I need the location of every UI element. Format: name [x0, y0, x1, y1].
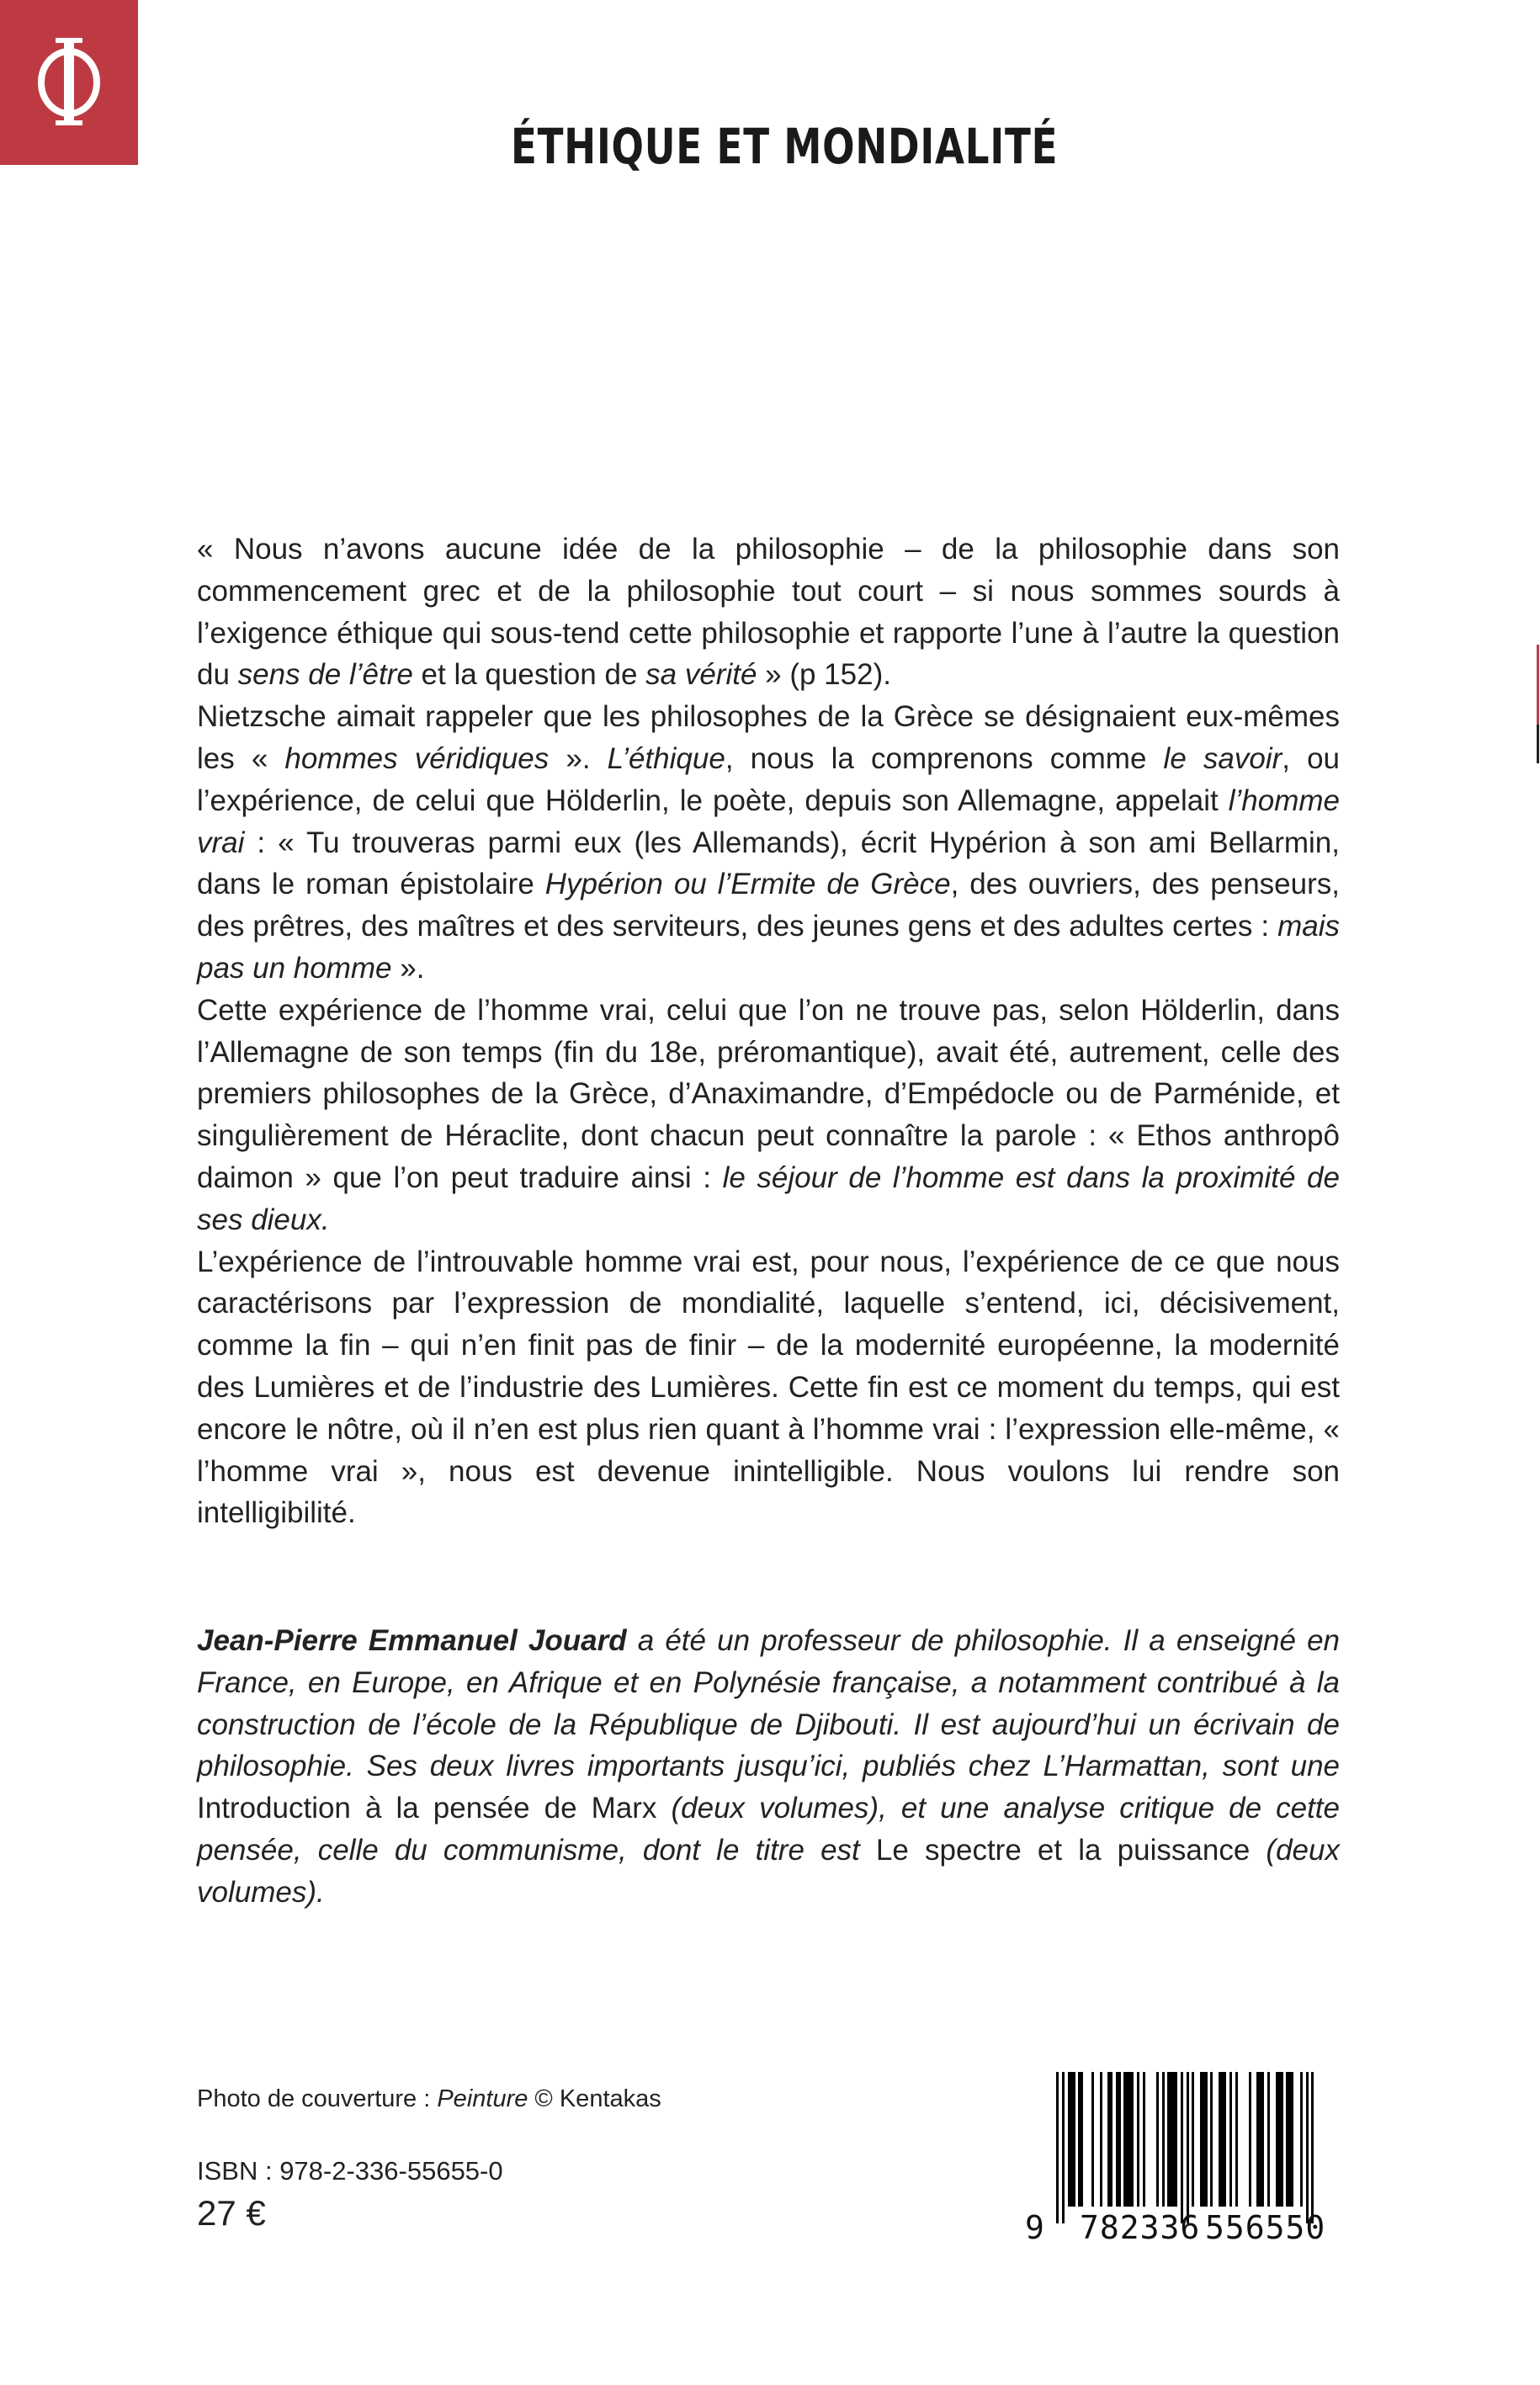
book-title: ÉTHIQUE ET MONDIALITÉ: [510, 118, 1059, 175]
edge-marker-black: [1537, 725, 1539, 763]
publisher-logo: [0, 0, 138, 165]
cover-credit: Photo de couverture : Peinture © Kentakas: [197, 2085, 661, 2112]
author-name: Jean-Pierre Emmanuel Jouard: [197, 1624, 627, 1657]
paragraph-3: Cette expérience de l’homme vrai, celui que l’on ne trouve pas, selon Hölderlin, dans l’Allemagne de son temps (fin du 18e, préromantique), avait été, autrement, celle des premiers philosophes de la Grèce, d’Anaximandre, d’Empédocle ou de Parménide, et singulièrement de Héraclite, dont chacun peut connaître la parole : « Ethos anthropô daimon » que l’on peut traduire ainsi : le séjour de l’homme est dans la proximité de ses dieux.: [197, 993, 1340, 1236]
paragraph-4: L’expérience de l’introuvable homme vrai est, pour nous, l’expérience de ce que nous caractérisons par l’expression de mondialité, laquelle s’entend, ici, décisivement, comme la fin – qui n’en finit pas de finir – de la modernité européenne, la modernité des Lumières et de l’industrie des Lumières. Cette fin est ce moment du temps, qui est encore le nôtre, où il n’en est plus rien quant à l’homme vrai : l’expression elle-même, « l’homme vrai », nous est devenue inintelligible. Nous voulons lui rendre son intelligibilité.: [197, 1245, 1340, 1530]
author-bio: Jean-Pierre Emmanuel Jouard a été un professeur de philosophie. Il a enseigné en France, en Europe, en Afrique et en Polynésie française, a notamment contribué à la construction de l’école de la République de Djibouti. Il est aujourd’hui un écrivain de philosophie. Ses deux livres importants jusqu’ici, publiés chez L’Harmattan, sont une Introduction à la pensée de Marx (deux volumes), et une analyse critique de cette pensée, celle du communisme, dont le titre est Le spectre et la puissance (deux volumes).: [197, 1624, 1341, 1909]
book-title-2: Le spectre et la puissance: [875, 1833, 1251, 1867]
barcode-right-digits: 556550: [1205, 2209, 1326, 2246]
paragraph-2: Nietzsche aimait rappeler que les philosophes de la Grèce se désignaient eux-mêmes les « hommes véridiques ». L’éthique, nous la comprenons comme le savoir, ou l’expérience, de celui que Hölderlin, le poète, depuis son Allemagne, appelait l’homme vrai : « Tu trouveras parmi eux (les Allemands), écrit Hypérion à son ami Bellarmin, dans le roman épistolaire Hypérion ou l’Ermite de Grèce, des ouvriers, des penseurs, des prêtres, des maîtres et des serviteurs, des jeunes gens et des adultes certes : mais pas un homme ».: [197, 700, 1341, 985]
barcode-left-digits: 782336: [1080, 2209, 1201, 2246]
isbn: ISBN : 978-2-336-55655-0: [197, 2156, 503, 2186]
book-title-1: Introduction à la pensée de Marx: [197, 1792, 657, 1825]
phi-icon: [35, 36, 103, 129]
price: 27 €: [197, 2193, 266, 2233]
edge-marker-red: [1537, 645, 1539, 725]
paragraph-1: « Nous n’avons aucune idée de la philosophie – de la philosophie dans son commencement grec et de la philosophie tout court – si nous sommes sourds à l’exigence éthique qui sous-tend cette philosophie et rapporte l’une à l’autre la question du sens de l’être et la question de sa vérité » (p 152).: [197, 533, 1340, 692]
barcode-lead-digit: 9: [1025, 2209, 1045, 2246]
blurb-text: [197, 529, 1340, 1534]
